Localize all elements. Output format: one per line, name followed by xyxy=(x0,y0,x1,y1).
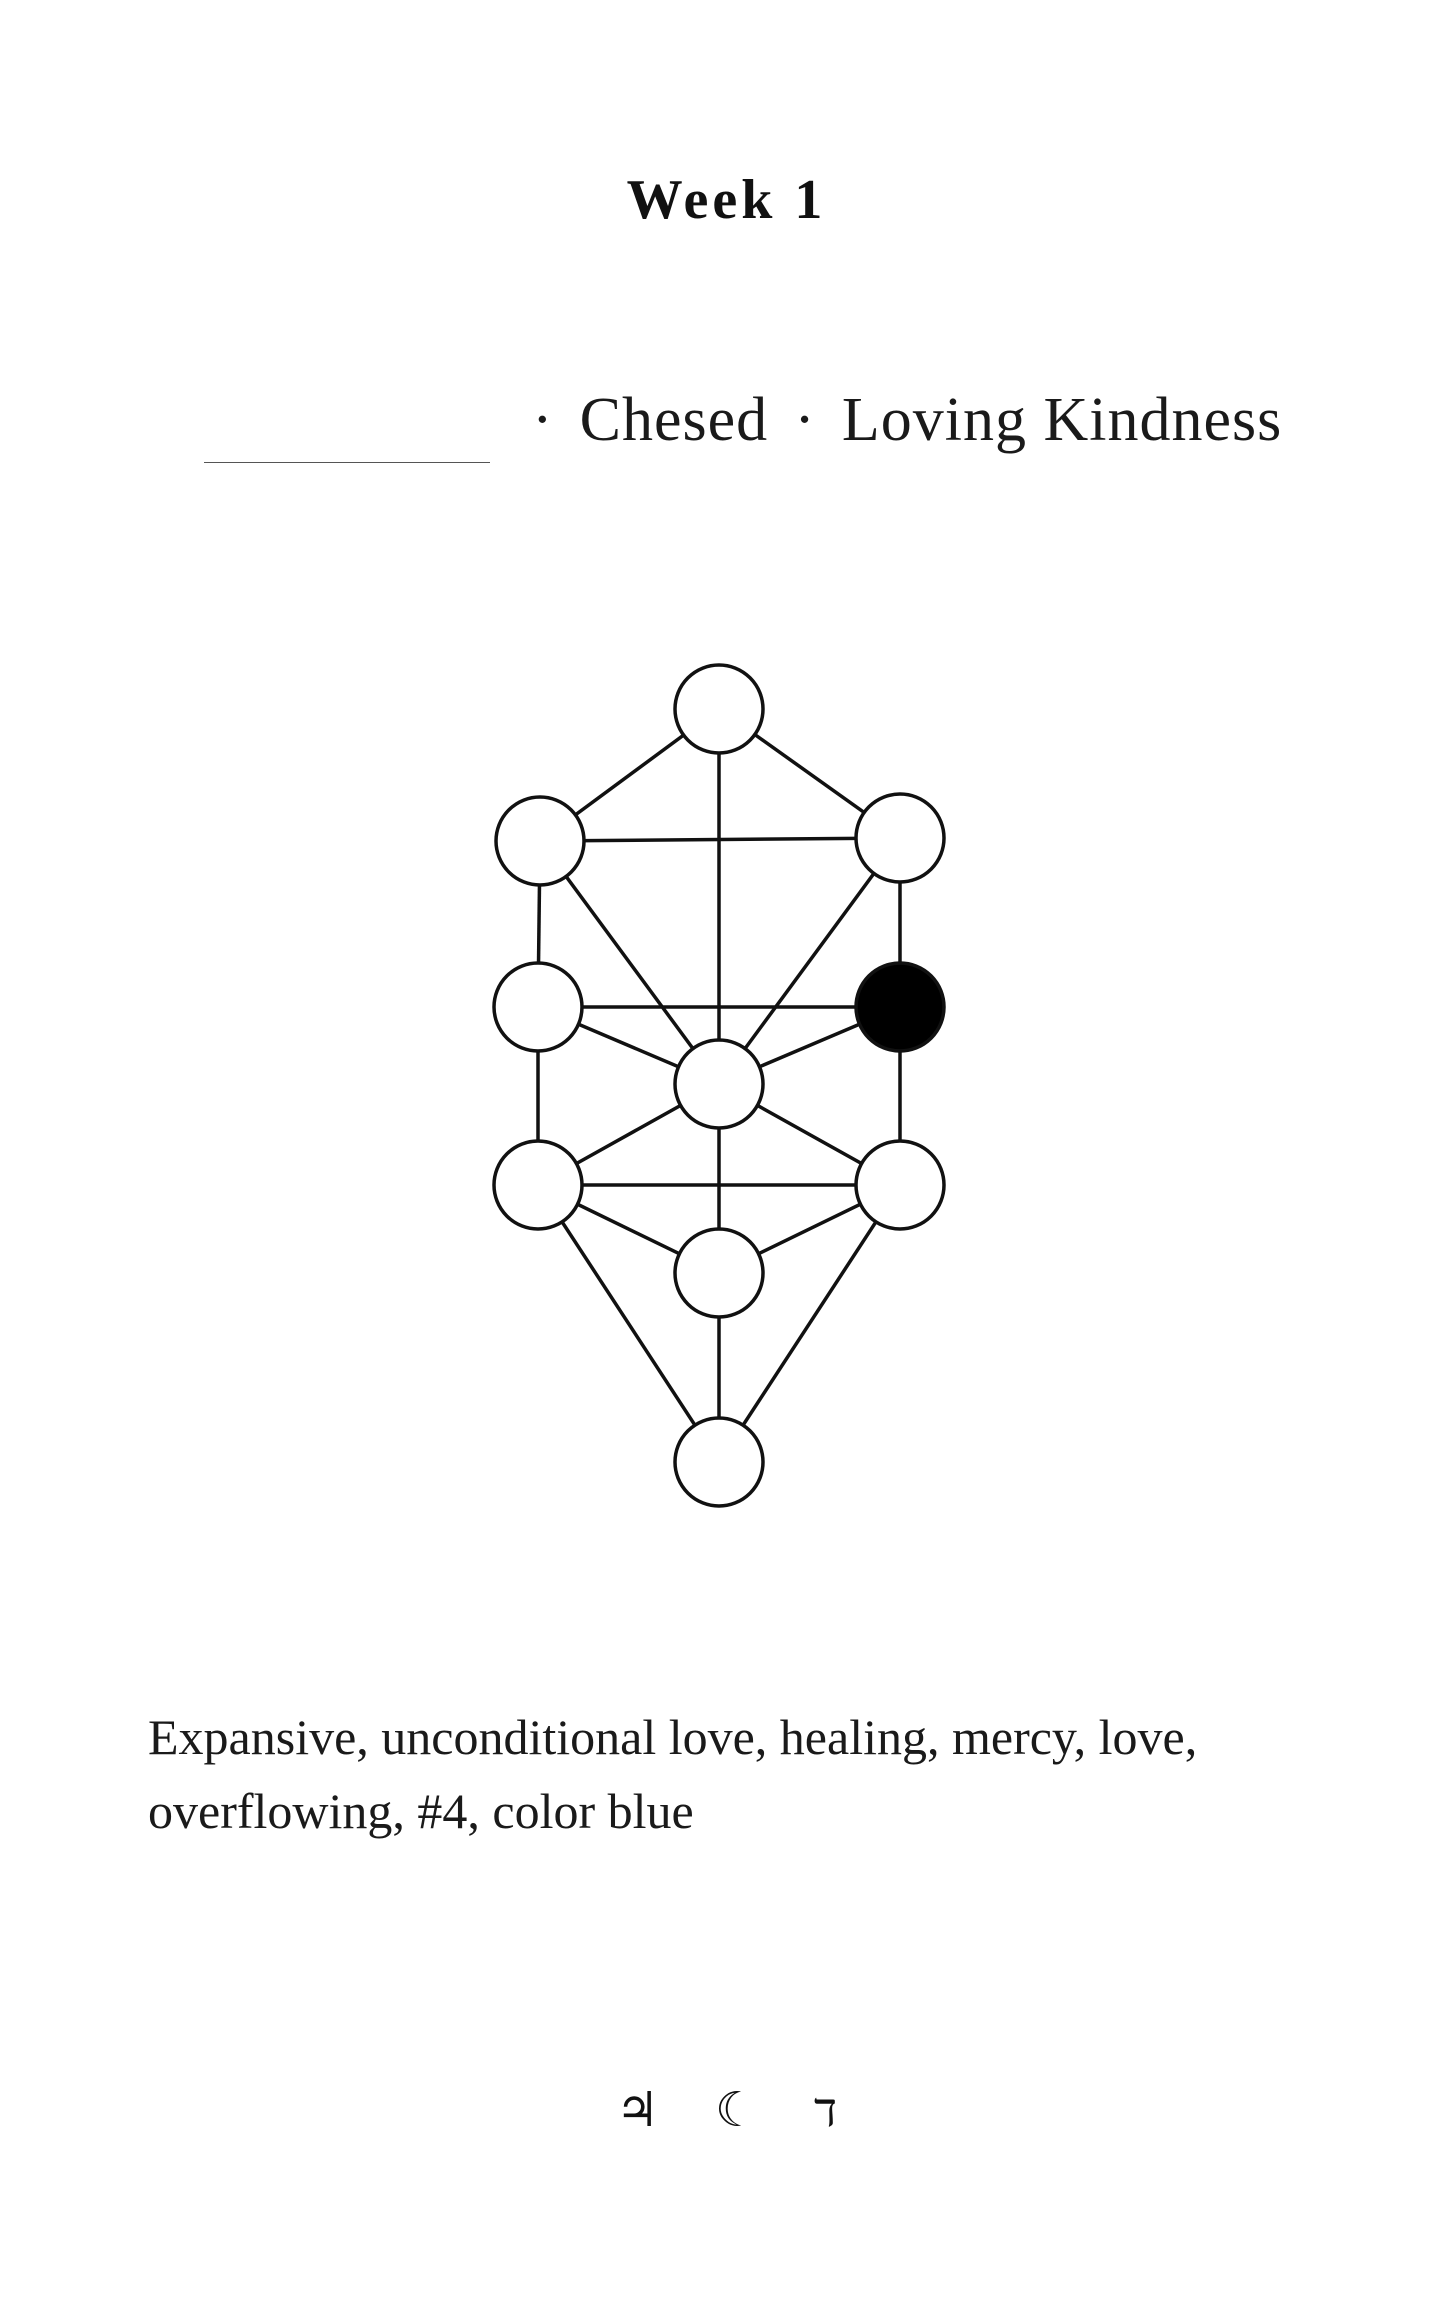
sefirah-node-malkhut xyxy=(675,1418,763,1506)
sefirah-node-keter xyxy=(675,665,763,753)
jupiter-symbol-icon: ♃ xyxy=(615,2084,659,2137)
sefirah-node-chokmah xyxy=(856,794,944,882)
sefirah-node-tiferet xyxy=(675,1040,763,1128)
sefirah-node-netzach xyxy=(856,1141,944,1229)
page-title: Week 1 xyxy=(626,169,827,231)
sefirah-name: Chesed xyxy=(579,386,769,454)
footer-symbols xyxy=(0,2082,1453,2138)
sefirah-node-hod xyxy=(494,1141,582,1229)
sefirah-description: Expansive, unconditional love, healing, mercy, love, overflowing, #4, color blue xyxy=(148,1709,1198,1839)
separator-dot: · xyxy=(794,386,816,454)
path-netzach-malkhut xyxy=(719,1185,900,1462)
sefirah-node-gevurah xyxy=(494,963,582,1051)
separator-dot: · xyxy=(532,386,554,454)
hebrew-letter-dalet: ד xyxy=(813,2084,838,2137)
path-hod-malkhut xyxy=(538,1185,719,1462)
sefirah-node-yesod xyxy=(675,1229,763,1317)
path-binah-chokmah xyxy=(540,838,900,841)
sefirah-node-chesed-highlighted xyxy=(856,963,944,1051)
sefirah-node-binah xyxy=(496,797,584,885)
sefirah-meaning: Loving Kindness xyxy=(841,386,1283,454)
moon-symbol-icon: ☾ xyxy=(714,2084,758,2137)
